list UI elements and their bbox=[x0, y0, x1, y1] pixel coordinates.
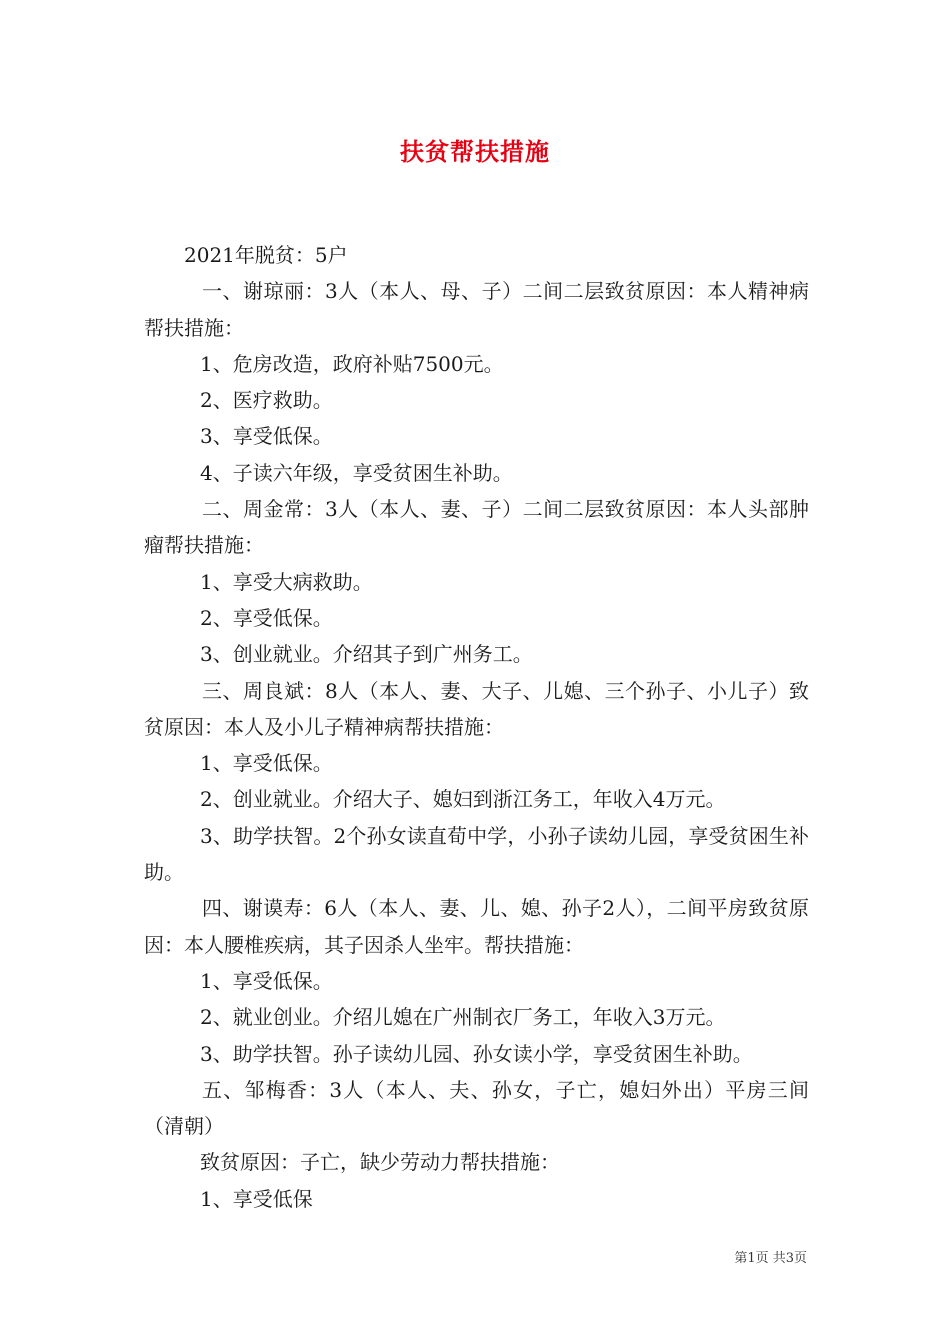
section-paragraph: 一、谢琼丽：3人（本人、母、子）二间二层致贫原因：本人精神病帮扶措施： bbox=[144, 279, 809, 340]
measure-item: 4、子读六年级，享受贫困生补助。 bbox=[200, 460, 513, 485]
measure-item: 3、享受低保。 bbox=[200, 424, 333, 449]
measure-item: 3、创业就业。介绍其子到广州务工。 bbox=[200, 642, 533, 667]
summary-paragraph: 2021年脱贫：5户 bbox=[184, 243, 348, 267]
section-paragraph: 四、谢谟寿：6人（本人、妻、儿、媳、孙子2人），二间平房致贫原因：本人腰椎疾病，其子因杀人坐牢。帮扶措施： bbox=[144, 896, 809, 957]
section-paragraph: 三、周良斌：8人（本人、妻、大子、儿媳、三个孙子、小儿子）致贫原因：本人及小儿子精神病帮扶措施： bbox=[144, 678, 809, 739]
measure-item: 3、助学扶智。孙子读幼儿园、孙女读小学，享受贫困生补助。 bbox=[200, 1041, 753, 1066]
measure-item: 2、就业创业。介绍儿媳在广州制衣厂务工，年收入3万元。 bbox=[200, 1005, 726, 1030]
measure-item: 1、危房改造，政府补贴7500元。 bbox=[200, 351, 504, 376]
measure-item: 2、享受低保。 bbox=[200, 605, 333, 630]
measure-item: 2、创业就业。介绍大子、媳妇到浙江务工，年收入4万元。 bbox=[200, 787, 726, 812]
measure-item: 1、享受大病救助。 bbox=[200, 569, 373, 594]
section-paragraph: 二、周金常：3人（本人、妻、子）二间二层致贫原因：本人头部肿瘤帮扶措施： bbox=[144, 497, 809, 558]
measure-item: 1、享受低保。 bbox=[200, 751, 333, 776]
measure-item: 1、享受低保。 bbox=[200, 968, 333, 993]
measure-item: 致贫原因：子亡，缺少劳动力帮扶措施： bbox=[200, 1150, 560, 1175]
section-paragraph: 五、邹梅香：3人（本人、夫、孙女，子亡，媳妇外出）平房三间（清朝） bbox=[144, 1077, 809, 1139]
document-body bbox=[144, 237, 809, 1217]
measure-item: 1、享受低保 bbox=[200, 1186, 313, 1211]
measure-item: 2、医疗救助。 bbox=[200, 388, 333, 413]
measure-item: 3、助学扶智。2个孙女读直荀中学，小孙子读幼儿园，享受贫困生补助。 bbox=[144, 823, 809, 885]
document-title: 扶贫帮扶措施 bbox=[400, 137, 550, 166]
page-number: 第1页 共3页 bbox=[734, 1251, 807, 1266]
